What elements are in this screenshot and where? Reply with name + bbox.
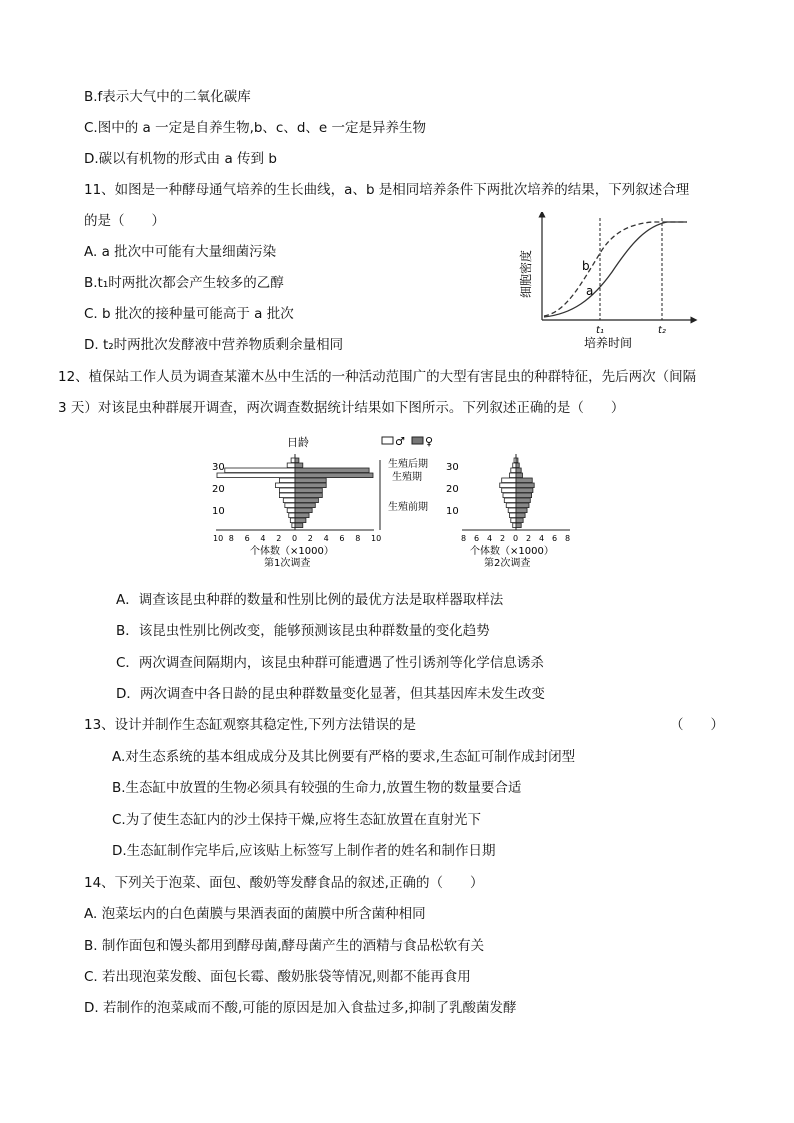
legend-female-label: ♀	[425, 435, 434, 448]
stage-repro: 生殖期	[392, 472, 422, 483]
x-tick-label: 2	[526, 534, 532, 543]
y2-tick-10: 10	[446, 506, 459, 517]
female-bar	[295, 508, 312, 513]
x-tick-label: 0	[292, 534, 298, 543]
male-bar	[285, 503, 295, 508]
q10-option-b: B.f表示大气中的二氧化碳库	[84, 89, 251, 105]
female-bar	[295, 483, 326, 488]
male-bar	[513, 523, 516, 528]
female-bar	[516, 508, 527, 513]
q12-option-d: D．两次调查中各日龄的昆虫种群数量变化显著，但其基因库未发生改变	[116, 686, 545, 702]
q10-option-c: C.图中的 a 一定是自养生物,b、c、d、e 一定是异养生物	[84, 120, 427, 136]
female-bar	[295, 473, 373, 478]
q13-option-c: C.为了使生态缸内的沙土保持干燥,应将生态缸放置在直射光下	[112, 812, 482, 828]
male-bar	[503, 493, 516, 498]
x-tick-label: 2	[276, 534, 282, 543]
age-label: 日龄	[287, 436, 309, 449]
q14-option-b: B. 制作面包和馒头都用到酵母菌,酵母菌产生的酒精与食品松软有关	[84, 938, 485, 954]
female-bar	[295, 493, 322, 498]
q11-option-b: B.t₁时两批次都会产生较多的乙醇	[84, 275, 284, 291]
q14-option-a: A. 泡菜坛内的白色菌膜与果酒表面的菌膜中所含菌种相同	[84, 906, 426, 922]
x-tick-label: 4	[260, 534, 266, 543]
q12-age-pyramid-figure	[200, 430, 590, 570]
x-tick-label: 4	[487, 534, 493, 543]
female-bar	[516, 483, 534, 488]
x-tick-label: 6	[244, 534, 250, 543]
curve-b	[544, 222, 687, 316]
x-tick-label: 0	[513, 534, 519, 543]
x-tick-label: 4	[539, 534, 545, 543]
y2-tick-30: 30	[446, 462, 459, 473]
x-tick-label: 4	[323, 534, 329, 543]
stage-pre: 生殖前期	[388, 502, 428, 513]
t1-label: t₁	[596, 325, 604, 336]
q12-stem-line2: 3 天）对该昆虫种群展开调查，两次调查数据统计结果如下图所示。下列叙述正确的是（ ）	[58, 400, 625, 416]
legend-male-swatch	[382, 437, 393, 444]
male-bar	[500, 483, 516, 488]
survey2-caption: 第2次调查	[484, 558, 531, 569]
male-bar	[513, 463, 516, 468]
male-bar	[504, 498, 516, 503]
t2-label: t₂	[658, 325, 666, 336]
q13-stem: 13、设计并制作生态缸观察其稳定性,下列方法错误的是	[84, 717, 416, 733]
female-bar	[516, 488, 533, 493]
q12-option-a: A．调查该昆虫种群的数量和性别比例的最优方法是取样器取样法	[116, 592, 504, 608]
male-bar	[217, 473, 295, 478]
curve-b-label: b	[582, 259, 590, 273]
female-bar	[516, 458, 518, 463]
x-tick-label: 8	[228, 534, 234, 543]
female-bar	[516, 493, 532, 498]
survey1-pyramid	[217, 458, 373, 528]
q13-answer-paren: （ ）	[670, 717, 724, 733]
survey1-xlabel: 个体数（×1000）	[250, 546, 334, 557]
male-bar	[510, 513, 517, 518]
x-tick-label: 2	[500, 534, 506, 543]
q11-option-c: C. b 批次的接种量可能高于 a 批次	[84, 306, 294, 322]
stage-post: 生殖后期	[388, 459, 428, 470]
q11-growth-curve-figure	[512, 212, 698, 352]
female-bar	[295, 488, 322, 493]
q11-option-d: D. t₂时两批次发酵液中营养物质剩余量相同	[84, 337, 344, 353]
male-bar	[279, 488, 295, 493]
q14-option-d: D. 若制作的泡菜咸而不酸,可能的原因是加入食盐过多,抑制了乳酸菌发酵	[84, 1000, 517, 1016]
q11-stem-line1: 11、如图是一种酵母通气培养的生长曲线，a、b 是相同培养条件下两批次培养的结果，下列叙述合理	[84, 182, 690, 198]
female-bar	[516, 513, 525, 518]
q13-option-b: B.生态缸中放置的生物必须具有较强的生命力,放置生物的数量要合适	[112, 780, 522, 796]
y-tick-20: 20	[212, 484, 225, 495]
x-tick-label: 6	[474, 534, 480, 543]
male-bar	[279, 493, 295, 498]
q10-option-d: D.碳以有机物的形式由 a 传到 b	[84, 151, 277, 167]
survey2-xlabel: 个体数（×1000）	[470, 546, 554, 557]
q12-option-b: B．该昆虫性别比例改变，能够预测该昆虫种群数量的变化趋势	[116, 623, 490, 639]
x-tick-label: 10	[371, 534, 382, 543]
legend-female-swatch	[412, 437, 423, 444]
female-bar	[295, 518, 306, 523]
survey2-pyramid	[500, 458, 534, 528]
female-bar	[295, 463, 303, 468]
male-bar	[276, 483, 296, 488]
male-bar	[502, 478, 516, 483]
male-bar	[279, 478, 295, 483]
male-bar	[283, 498, 295, 503]
x-tick-label: 2	[307, 534, 313, 543]
female-bar	[295, 498, 318, 503]
male-bar	[287, 508, 295, 513]
x-axis-label: 培养时间	[584, 336, 633, 350]
x-tick-label: 6	[339, 534, 345, 543]
male-bar	[290, 518, 295, 523]
y-tick-30: 30	[212, 462, 225, 473]
female-bar	[516, 523, 521, 528]
male-bar	[292, 523, 295, 528]
legend-male-label: ♂	[395, 435, 405, 448]
female-bar	[295, 523, 303, 528]
survey1-tick-labels	[213, 534, 381, 543]
y-tick-10: 10	[212, 506, 225, 517]
x-tick-label: 8	[355, 534, 361, 543]
male-bar	[225, 468, 295, 473]
y-axis-label: 细胞密度	[519, 249, 533, 298]
survey1-caption: 第1次调查	[264, 558, 311, 569]
male-bar	[289, 513, 295, 518]
female-bar	[295, 503, 315, 508]
x-tick-label: 6	[552, 534, 558, 543]
q12-option-c: C．两次调查间隔期内，该昆虫种群可能遭遇了性引诱剂等化学信息诱杀	[116, 655, 544, 671]
q14-option-c: C. 若出现泡菜发酸、面包长霉、酸奶胀袋等情况,则都不能再食用	[84, 969, 471, 985]
male-bar	[287, 463, 295, 468]
q11-option-a: A. a 批次中可能有大量细菌污染	[84, 244, 277, 260]
female-bar	[516, 473, 523, 478]
female-bar	[295, 478, 326, 483]
female-bar	[295, 513, 309, 518]
q13-option-d: D.生态缸制作完毕后,应该贴上标签写上制作者的姓名和制作日期	[112, 843, 496, 859]
male-bar	[506, 503, 516, 508]
q12-stem-line1: 12、植保站工作人员为调查某灌木丛中生活的一种活动范围广的大型有害昆虫的种群特征，先后两次（间隔	[58, 369, 697, 385]
x-tick-label: 8	[565, 534, 571, 543]
male-bar	[508, 508, 516, 513]
male-bar	[511, 518, 516, 523]
male-bar	[502, 488, 516, 493]
female-bar	[516, 518, 523, 523]
male-bar	[510, 473, 517, 478]
female-bar	[295, 458, 299, 463]
curve-a-label: a	[586, 284, 594, 298]
q11-stem-line2: 的是（ ）	[84, 213, 165, 229]
y2-tick-20: 20	[446, 484, 459, 495]
male-bar	[291, 458, 295, 463]
x-tick-label: 8	[461, 534, 467, 543]
female-bar	[516, 478, 532, 483]
female-bar	[516, 468, 521, 473]
female-bar	[516, 463, 519, 468]
female-bar	[295, 468, 369, 473]
q14-stem: 14、下列关于泡菜、面包、酸奶等发酵食品的叙述,正确的（ ）	[84, 875, 484, 891]
female-bar	[516, 503, 529, 508]
x-tick-label: 10	[213, 534, 224, 543]
male-bar	[511, 468, 516, 473]
q13-option-a: A.对生态系统的基本组成成分及其比例要有严格的要求,生态缸可制作成封闭型	[112, 749, 576, 765]
survey2-tick-labels	[461, 534, 570, 543]
female-bar	[516, 498, 530, 503]
